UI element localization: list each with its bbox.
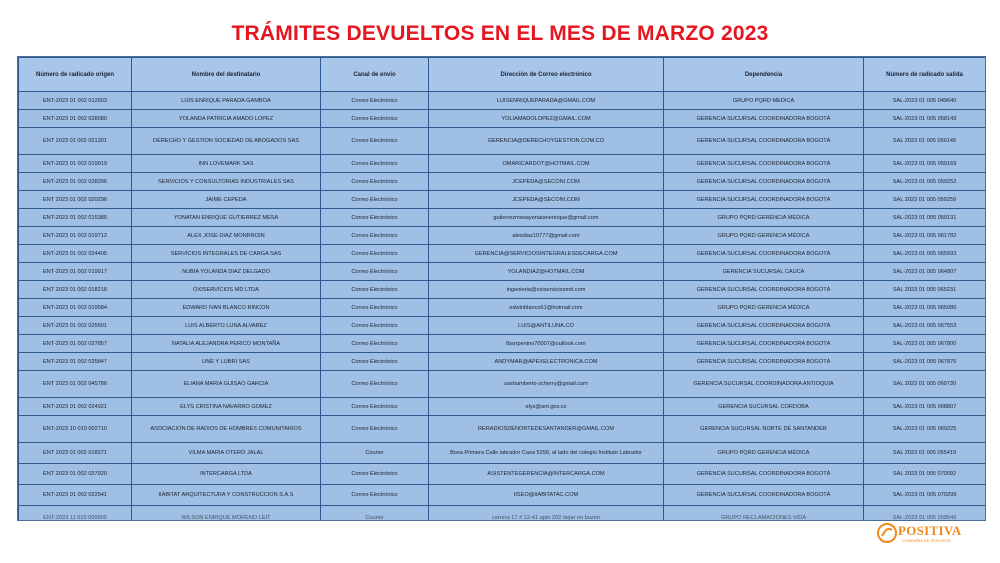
recipient-cell: ALEX JOSE DIAZ MONRROIN [132, 227, 321, 245]
table-row [19, 191, 986, 209]
channel-cell: Correo Electrónico [321, 263, 429, 281]
exit-number-cell: SAL 2023 01 005 055419 [864, 443, 986, 464]
exit-number-cell: SAL-2023 01 005 049640 [864, 92, 986, 110]
exit-number-cell: SAL-2023 01 005 065693 [864, 245, 986, 263]
origin-number-cell: ENT-2023 01 002 025601 [19, 317, 132, 335]
origin-number-cell: ENT 2023 01 002 021301 [19, 128, 132, 155]
channel-cell: Correo Electrónico [321, 371, 429, 398]
recipient-cell: LUIS ENRIQUE PARADA GAMBOA [132, 92, 321, 110]
table-row [19, 209, 986, 227]
email-cell: ingenieria@oxiserviciosmd.com [429, 281, 664, 299]
recipient-cell: SERVICIOS INTEGRALES DE CARGA SAS [132, 245, 321, 263]
origin-number-cell: ENT 2023 01 002 027920 [19, 464, 132, 485]
email-cell: LUISENRIQUEPARADA@GMAIL.COM [429, 92, 664, 110]
recipient-cell: YONATAN ENRIQUE GUTIERREZ MESA [132, 209, 321, 227]
department-cell: GERENCIA SUCURSAL COORDINADORA ANTIOQUIA [664, 371, 864, 398]
table-row [19, 263, 986, 281]
email-cell: edwinblanco61@hotmail.com [429, 299, 664, 317]
exit-number-cell: SAL-2023 01 005 068807 [864, 398, 986, 416]
table-row [19, 155, 986, 173]
channel-cell: Correo Electrónico [321, 92, 429, 110]
email-cell: GERENCIA@SERVICIOSINTEGRALESDECARGA.COM [429, 245, 664, 263]
exit-number-cell: SAL-2023 01 005 067876 [864, 353, 986, 371]
email-cell: ASISTENTEGERENCIA@INTERCARGA.COM [429, 464, 664, 485]
email-cell: elys@ant.gov.co [429, 398, 664, 416]
email-cell: gutierrezmesayonatanenrique@gmail.com [429, 209, 664, 227]
email-cell: ANDYMAR@APEXELECTRONICA.COM [429, 353, 664, 371]
logo-subtitle: COMPAÑÍA DE SEGUROS [902, 538, 951, 543]
email-cell: YOLIAMADOLOPEZ@GMAIL.COM [429, 110, 664, 128]
channel-cell: Correo Electrónico [321, 353, 429, 371]
recipient-cell: LUIS ALBERTO LUNA ALVAREZ [132, 317, 321, 335]
origin-number-cell: ENT 2023 01 002 018371 [19, 443, 132, 464]
origin-number-cell: ENT-2023 01 002 012603 [19, 92, 132, 110]
department-cell: GERENCIA SUCURSAL COORDINADORA BOGOTÁ [664, 281, 864, 299]
channel-cell: Correo Electrónico [321, 173, 429, 191]
origin-number-cell: ENT-2023 01 002 024405 [19, 245, 132, 263]
col-header-department: Dependencia [664, 58, 864, 92]
table-row [19, 281, 986, 299]
origin-number-cell: ENT 2023 01 002 020296 [19, 191, 132, 209]
exit-number-cell: SAL 2023 01 005 070092 [864, 464, 986, 485]
recipient-cell: OXISERVICIOS MD LTDA [132, 281, 321, 299]
department-cell: GERENCIA SUCURSAL COORDINADORA BOGOTÁ [664, 110, 864, 128]
exit-number-cell: SAL 2023 01 005 065231 [864, 281, 986, 299]
exit-number-cell: SAL-2023 01 005 069225 [864, 416, 986, 443]
department-cell: GERENCIA SUCURSAL COORDINADORA BOGOTÁ [664, 128, 864, 155]
department-cell: GRUPO PQRD GERENCIA MÉDICA [664, 299, 864, 317]
col-header-channel: Canal de envío [321, 58, 429, 92]
returned-procedures-table [17, 56, 986, 521]
department-cell: GERENCIA SUCURSAL COORDINADORA BOGOTÁ [664, 155, 864, 173]
exit-number-cell: SAL-2023 01 005 059546 [864, 506, 986, 522]
department-cell: GERENCIA SUCURSAL COORDINADORA BOGOTÁ [664, 353, 864, 371]
channel-cell: Correo Electrónico [321, 227, 429, 245]
table-row [19, 398, 986, 416]
recipient-cell: NATALIA ALEJANDRA PERICO MONTAÑA [132, 335, 321, 353]
channel-cell: Courier [321, 443, 429, 464]
email-cell: LUIS@ANTILUNA.CO [429, 317, 664, 335]
origin-number-cell: ENT 2023 01 002 045786 [19, 371, 132, 398]
recipient-cell: VILMA MARIA OTERO JALAL [132, 443, 321, 464]
channel-cell: Correo Electrónico [321, 299, 429, 317]
channel-cell: Correo Electrónico [321, 335, 429, 353]
recipient-cell: NUBIA YOLANDA DIAZ DELGADO [132, 263, 321, 281]
recipient-cell: ASOCIACION DE RADIOS DE HOMBRES COMUNITARIOS [132, 416, 321, 443]
channel-cell: Correo Electrónico [321, 398, 429, 416]
table-row [19, 110, 986, 128]
channel-cell: Correo Electrónico [321, 245, 429, 263]
department-cell: GERENCIA SUCURSAL CORDOBA [664, 398, 864, 416]
table-row [19, 317, 986, 335]
channel-cell: Correo Electrónico [321, 485, 429, 506]
exit-number-cell: SAL-2023 01 005 065080 [864, 299, 986, 317]
recipient-cell: JAIME CEPEDA [132, 191, 321, 209]
logo-name: POSITIVA [898, 523, 962, 538]
recipient-cell: SERVICIOS Y CONSULTORIAS INDUSTRIALES SAS [132, 173, 321, 191]
channel-cell: Correo Electrónico [321, 155, 429, 173]
col-header-email: Dirección de Correo electrónico [429, 58, 664, 92]
recipient-cell: INN LOVEMARK SAS [132, 155, 321, 173]
channel-cell: Correo Electrónico [321, 317, 429, 335]
table-header-row [19, 58, 986, 92]
channel-cell: Correo Electrónico [321, 416, 429, 443]
page-title: TRÁMITES DEVUELTOS EN EL MES DE MARZO 2023 [231, 22, 769, 45]
origin-number-cell: ENT-2023 01 002 019919 [19, 155, 132, 173]
department-cell: GRUPO PQRD GERENCIA MÉDICA [664, 443, 864, 464]
table-row [19, 128, 986, 155]
exit-number-cell: SAL-2023 01 005 059131 [864, 209, 986, 227]
origin-number-cell: ENT 2023 01 002 018218 [19, 281, 132, 299]
table-row [19, 416, 986, 443]
channel-cell: Correo Electrónico [321, 209, 429, 227]
department-cell: GERENCIA SUCURSAL COORDINADORA BOGOTÁ [664, 317, 864, 335]
exit-number-cell: SAL-2023 01 005 067553 [864, 317, 986, 335]
origin-number-cell: ENT-2023 01 002 015385 [19, 209, 132, 227]
department-cell: GERENCIA SUCURSAL COORDINADORA BOGOTÁ [664, 173, 864, 191]
exit-number-cell: SAL-2023 01 005 064807 [864, 263, 986, 281]
email-cell: GERENCIA@DERECHOYGESTION.COM.CO [429, 128, 664, 155]
exit-number-cell: SAL 2023 01 005 059145 [864, 128, 986, 155]
table-row [19, 227, 986, 245]
recipient-cell: YOLANDA PATRICIA AMADO LOPEZ [132, 110, 321, 128]
positiva-logo [876, 520, 981, 550]
table-row [19, 245, 986, 263]
recipient-cell: ELYS CRISTINA NAVARRO GOMEZ [132, 398, 321, 416]
department-cell: GERENCIA SUCURSAL COORDINADORA BOGOTÁ [664, 464, 864, 485]
origin-number-cell: ENT-2023 01 002 027857 [19, 335, 132, 353]
channel-cell: Correo Electrónico [321, 110, 429, 128]
department-cell: GRUPO PQRD MEDICA [664, 92, 864, 110]
department-cell: GERENCIA SUCURSAL COORDINADORA BOGOTÁ [664, 485, 864, 506]
email-cell: RERADIOSDENORTEDESANTANDER@GMAIL.COM [429, 416, 664, 443]
email-cell: lbarrpenino70007@outlook.com [429, 335, 664, 353]
col-header-recipient: Nombre del destinatario [132, 58, 321, 92]
department-cell: GRUPO PQRD GERENCIA MÉDICA [664, 209, 864, 227]
exit-number-cell: SAL-2023 01 005 059169 [864, 155, 986, 173]
channel-cell: Courier [321, 506, 429, 522]
origin-number-cell: ENT-2023 01 002 025847 [19, 353, 132, 371]
recipient-cell: IIABITAT ARQUITECTURA Y CONSTRUCCION S.A.S [132, 485, 321, 506]
recipient-cell: WILSON ENRIQUE MORENO LEIT [132, 506, 321, 522]
origin-number-cell: ENT-2023 01 002 022541 [19, 485, 132, 506]
table-row [19, 506, 986, 522]
origin-number-cell: ENT-2023 01 002 019712 [19, 227, 132, 245]
recipient-cell: EDWARD IVAN BLANCO RINCON [132, 299, 321, 317]
exit-number-cell: SAL-2023 01 005 067800 [864, 335, 986, 353]
department-cell: GRUPO PQRD GERENCIA MÉDICA [664, 227, 864, 245]
department-cell: GERENCIA SUCURSAL COORDINADORA BOGOTÁ [664, 245, 864, 263]
channel-cell: Correo Electrónico [321, 128, 429, 155]
email-cell: YOLANDIAZ@HOTMAIL.COM [429, 263, 664, 281]
department-cell: GERENCIA SUCURSAL COORDINADORA BOGOTÁ [664, 335, 864, 353]
email-cell: Bosa Primera Calle labrador Casa 5256, al lado del colegio Instituto Labrador [429, 443, 664, 464]
email-cell: JCEPEDA@SECONI.COM [429, 191, 664, 209]
department-cell: GERENCIA SUCURSAL COORDINADORA BOGOTÁ [664, 191, 864, 209]
recipient-cell: UNE Y LUBRI SAS [132, 353, 321, 371]
origin-number-cell: ENT-2023 10 010 002710 [19, 416, 132, 443]
table-row [19, 173, 986, 191]
origin-number-cell: ENT-2023 01 002 019917 [19, 263, 132, 281]
origin-number-cell: ENT-2023 11 010 000805 [19, 506, 132, 522]
channel-cell: Correo Electrónico [321, 464, 429, 485]
table-row [19, 371, 986, 398]
table-row [19, 464, 986, 485]
department-cell: GERENCIA SUCURSAL CAUCA [664, 263, 864, 281]
department-cell: GRUPO RECLAMACIONES VIDA [664, 506, 864, 522]
exit-number-cell: SAL-2023 01 005 061782 [864, 227, 986, 245]
email-cell: carrera 17 # 12-41 apto 202 dejar en buzon [429, 506, 664, 522]
table-row [19, 335, 986, 353]
origin-number-cell: ENT-2023 01 002 028296 [19, 173, 132, 191]
exit-number-cell: SAL-2023 01 005 070299 [864, 485, 986, 506]
table-row [19, 353, 986, 371]
recipient-cell: INTERCARGA LTDA [132, 464, 321, 485]
email-cell: JCEPEDA@SECONI.COM [429, 173, 664, 191]
positiva-logo-icon [876, 522, 898, 544]
table-row [19, 443, 986, 464]
origin-number-cell: ENT-2023 01 002 024921 [19, 398, 132, 416]
table-row [19, 92, 986, 110]
exit-number-cell: SAL-2023 01 005 059252 [864, 173, 986, 191]
email-cell: alexdiaz10777@gmail.com [429, 227, 664, 245]
col-header-origin-number: Número de radicado origen [19, 58, 132, 92]
email-cell: OMARICARDOT@HOTMAIL.COM [429, 155, 664, 173]
origin-number-cell: ENT-2023 01 002 028080 [19, 110, 132, 128]
exit-number-cell: SAL-2023 01 005 058143 [864, 110, 986, 128]
col-header-exit-number: Número de radicado salida [864, 58, 986, 92]
exit-number-cell: SAL 2023 01 005 059259 [864, 191, 986, 209]
channel-cell: Correo Electrónico [321, 191, 429, 209]
email-cell: sashamberto-zcherry@gmail.com [429, 371, 664, 398]
channel-cell: Correo Electrónico [321, 281, 429, 299]
table-row [19, 485, 986, 506]
origin-number-cell: ENT-2023 01 002 019584 [19, 299, 132, 317]
department-cell: GERENCIA SUCURSAL NORTE DE SANTANDER [664, 416, 864, 443]
recipient-cell: DERECHO Y GESTION SOCIEDAD DE ABOGADOS SAS [132, 128, 321, 155]
email-cell: IISEO@IIABITATAC.COM [429, 485, 664, 506]
table-row [19, 299, 986, 317]
recipient-cell: ELIANA MARIA GUISAO GARCIA [132, 371, 321, 398]
exit-number-cell: SAL 2023 01 005 069730 [864, 371, 986, 398]
